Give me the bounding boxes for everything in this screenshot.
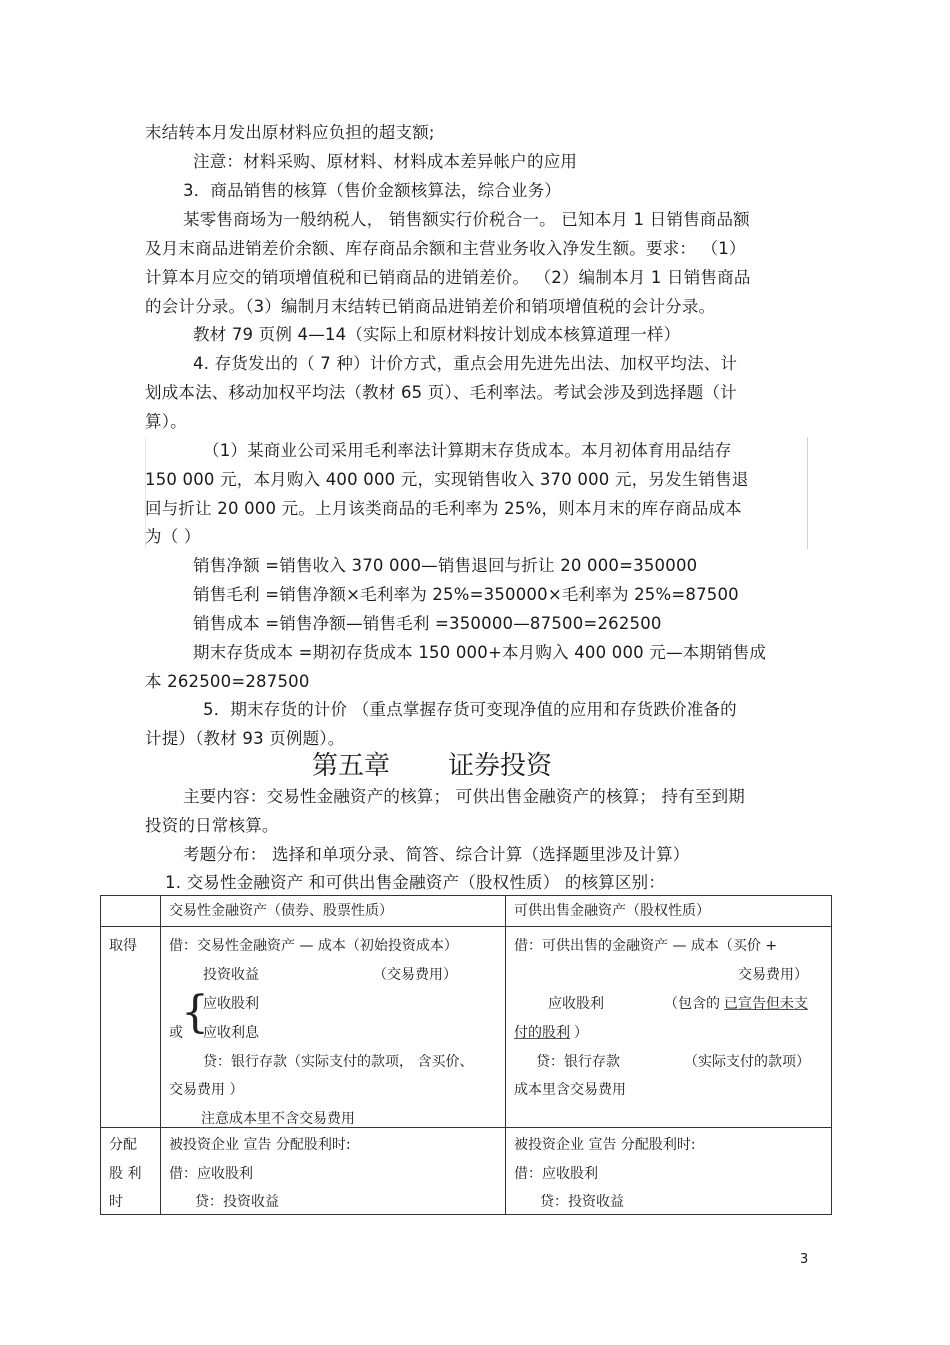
table-cell: 借：可供出售的金融资产 — 成本（买价 + 交易费用） 应收股利 （包含的 已宣告但未支 付的股利 ） 贷：银行存款 （实际支付的款项） 成本里含交易费用 [506,927,832,1128]
example-text: 回与折让 20 000 元。上月该类商品的毛利率为 25%，则本月末的库存商品成本 [145,499,742,518]
example-text: （1）某商业公司采用毛利率法计算期末存货成本。本月初体育用品结存 [203,441,732,460]
text-line: 的会计分录。（3）编制月末结转已销商品进销差价和销项增值税的会计分录。 [145,297,716,316]
table-header-cell: 可供出售金融资产（股权性质） [506,896,832,927]
text-line: 及月末商品进销差价余额、库存商品余额和主营业务收入净发生额。要求： （1） [145,239,746,258]
table-header-cell: 交易性金融资产（债券、股票性质） [161,896,506,927]
text-line: 主要内容：交易性金融资产的核算； 可供出售金融资产的核算； 持有至到期 [183,787,745,806]
example-text: 150 000 元，本月购入 400 000 元，实现销售收入 370 000 元，另发生销售退 [145,470,749,489]
chapter-number: 第五章 [312,751,391,781]
brace-symbol: { [181,987,209,1038]
formula-line: 销售毛利 =销售净额×毛利率为 25%=350000×毛利率为 25%=87500 [193,585,739,604]
chapter-name: 证券投资 [448,751,553,781]
text-line: 计算本月应交的销项增值税和已销商品的进销差价。 （2）编制本月 1 日销售商品 [145,268,751,287]
comparison-table [100,895,832,1215]
text-line: 末结转本月发出原材料应负担的超支额; [145,123,435,142]
page-number: 3 [800,1252,809,1267]
text-line: 注意：材料采购、原材料、材料成本差异帐户的应用 [193,152,578,171]
section-heading: 1. 交易性金融资产 和可供出售金融资产（股权性质） 的核算区别： [165,873,666,892]
formula-line: 销售成本 =销售净额—销售毛利 =350000—87500=262500 [193,614,662,633]
text-line: 投资的日常核算。 [145,816,279,835]
section-heading: 5．期末存货的计价 （重点掌握存货可变现净值的应用和存货跌价准备的 [203,700,737,719]
text-line: 教材 79 页例 4—14（实际上和原材料按计划成本核算道理一样） [193,325,681,344]
table-header-cell [101,896,161,927]
example-text: 为（ ） [145,527,201,546]
table-header-row [101,896,832,927]
chapter-title [312,749,552,783]
text-line: 某零售商场为一般纳税人， 销售额实行价税合一。 已知本月 1 日销售商品额 [183,210,750,229]
table-cell: 被投资企业 宣告 分配股利时: 借：应收股利 贷：投资收益 [161,1128,506,1215]
formula-line: 销售净额 =销售收入 370 000—销售退回与折让 20 000=350000 [193,556,698,575]
row-label-cell: 分配 股 利 时 [101,1128,161,1215]
table-cell: 被投资企业 宣告 分配股利时: 借：应收股利 贷：投资收益 [506,1128,832,1215]
text-line: 划成本法、移动加权平均法（教材 65 页）、毛利率法。考试会涉及到选择题（计 [145,383,737,402]
underlined-text: 已宣告但未支 [724,996,808,1012]
row-label-cell: 取得 [101,927,161,1128]
formula-line: 本 262500=287500 [145,672,310,691]
text-line: 考题分布： 选择和单项分录、简答、综合计算（选择题里涉及计算） [183,845,690,864]
section-heading: 3．商品销售的核算（售价金额核算法，综合业务） [183,181,562,200]
section-heading: 4. 存货发出的（ 7 种）计价方式，重点会用先进先出法、加权平均法、计 [193,354,738,373]
text-line: 计提）（教材 93 页例题）。 [145,729,345,748]
underlined-text: 付的股利 [514,1025,570,1041]
text-line: 算）。 [145,412,187,431]
table-row [101,927,832,1128]
table-cell: 借：交易性金融资产 — 成本（初始投资成本） 投资收益 （交易费用） { 应收股利 或 应收利息 贷：银行存款（实际支付的款项， 含买价、 交易费用 ） 注意成本里不含交易费用 [161,927,506,1128]
formula-line: 期末存货成本 =期初存货成本 150 000+本月购入 400 000 元—本期销售成 [193,643,767,662]
table-row [101,1128,832,1215]
